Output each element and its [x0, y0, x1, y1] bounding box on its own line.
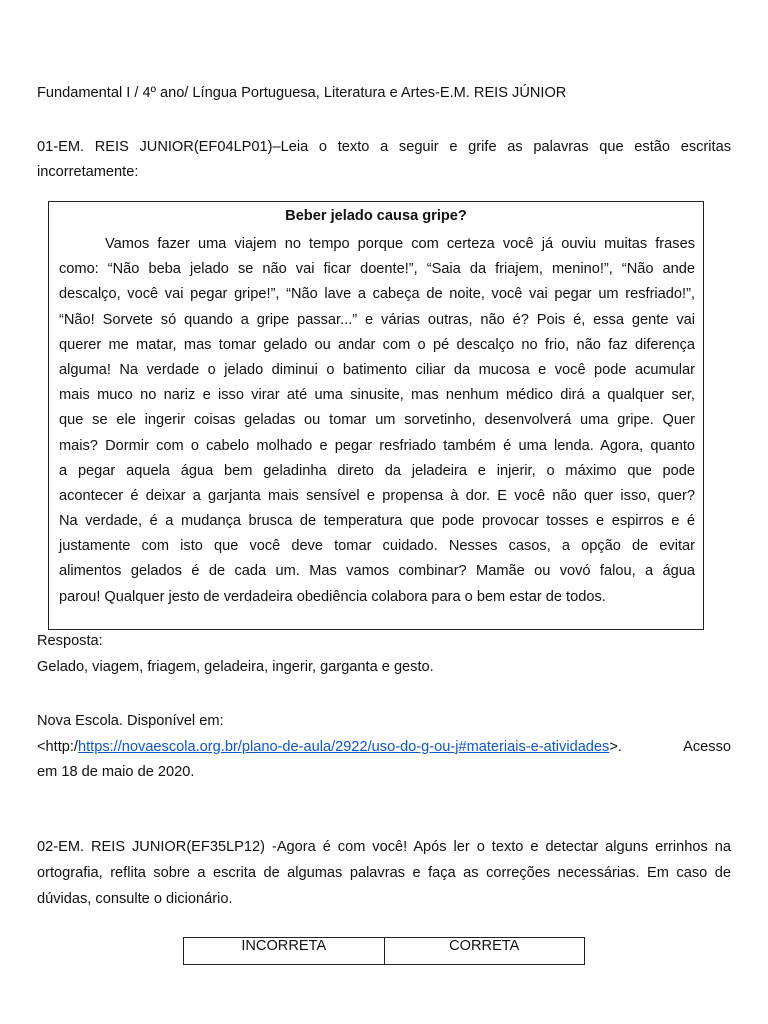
text-line: mais? Dormir com o cabelo molhado e pegar resfriado também é uma lenda. Agora, quanto [59, 437, 695, 454]
source-link[interactable]: https://novaescola.org.br/plano-de-aula/2922/uso-do-g-ou-j#materiais-e-atividades [77, 738, 610, 755]
text-line: Na verdade, é a mudança brusca de temperatura que pode provocar tosses e espirros e é [59, 513, 695, 530]
text-box [48, 201, 704, 630]
source-url-group [37, 735, 622, 761]
text-line: alguma! Na verdade o jelado diminui o batimento ciliar da mucosa e você pode acumular [59, 361, 695, 378]
source-prefix: <http:/ [37, 738, 78, 755]
column-header-correct: CORRETA [384, 938, 585, 965]
answer-text: Gelado, viagem, friagem, geladeira, ingerir, garganta e gesto. [37, 659, 434, 675]
question-1 [37, 135, 731, 185]
question-1-line: incorretamente: [37, 164, 139, 180]
question-2-line: dúvidas, consulte o dicionário. [37, 891, 233, 907]
text-line: acontecer é deixar a garjanta mais sensível e propensa à dor. E você não quer isso, quer? [59, 487, 695, 504]
source-suffix: >. [609, 738, 622, 755]
text-line: mais muco no nariz e isso virar até uma sinusite, mas nenhum médico dirá a qualquer ser, [59, 387, 695, 404]
text-line: Vamos fazer uma viajem no tempo porque com certeza você já ouviu muitas frases [105, 236, 695, 252]
question-2-line: ortografia, reflita sobre a escrita de algumas palavras e faça as correções necessárias. Em caso de [37, 865, 731, 881]
table-header-row [184, 938, 585, 965]
text-line: alimentos gelados é de cada um. Mas vamos combinar? Mamãe ou vovó falou, a água [59, 563, 695, 580]
text-line: parou! Qualquer jesto de verdadeira obediência colabora para o bem estar de todos. [59, 588, 606, 605]
question-1-line: 01-EM. REIS JUNIOR(EF04LP01)–Leia o texto a seguir e grife as palavras que estão escritas [37, 139, 731, 155]
text-line: “Não! Sorvete só quando a gripe passar...” e várias outras, não é? Pois é, essa gente vai [59, 311, 695, 328]
question-2-line: 02-EM. REIS JUNIOR(EF35LP12) -Agora é com você! Após ler o texto e detectar alguns errinhos na [37, 839, 731, 855]
text-line: como: “Não beba jelado se não vai ficar doente!”, “Saia da friajem, menino!”, “Não ande [59, 261, 695, 278]
source-line: Nova Escola. Disponível em: [37, 713, 224, 729]
access-label: Acesso [683, 738, 731, 755]
text-box-body [59, 232, 695, 610]
source-line: em 18 de maio de 2020. [37, 764, 195, 780]
text-box-title: Beber jelado causa gripe? [285, 208, 467, 224]
column-header-incorrect: INCORRETA [184, 938, 385, 965]
answer-label: Resposta: [37, 633, 103, 649]
document-header: Fundamental I / 4º ano/ Língua Portuguesa, Literatura e Artes-E.M. REIS JÚNIOR [37, 85, 567, 101]
text-line: a pegar aquela água bem geladinha direto da jeladeira e injerir, o máximo que pode [59, 462, 695, 479]
question-2 [37, 834, 731, 912]
text-line: que se ele ingerir coisas geladas ou tomar um sorvetinho, desenvolverá uma gripe. Quer [59, 412, 695, 429]
correction-table [183, 937, 585, 965]
text-line: justamente com isto que você deve tomar cuidado. Nesses casos, a opção de evitar [59, 538, 695, 555]
source-citation [37, 709, 731, 786]
text-line: descalço, você vai pegar gripe!”, “Não lave a cabeça de noite, você vai pegar um resfriado!”, [59, 286, 695, 303]
source-link-line [37, 735, 731, 761]
text-line: querer me matar, mas tomar gelado ou andar com o pé descalço no frio, não faz diferença [59, 336, 695, 353]
